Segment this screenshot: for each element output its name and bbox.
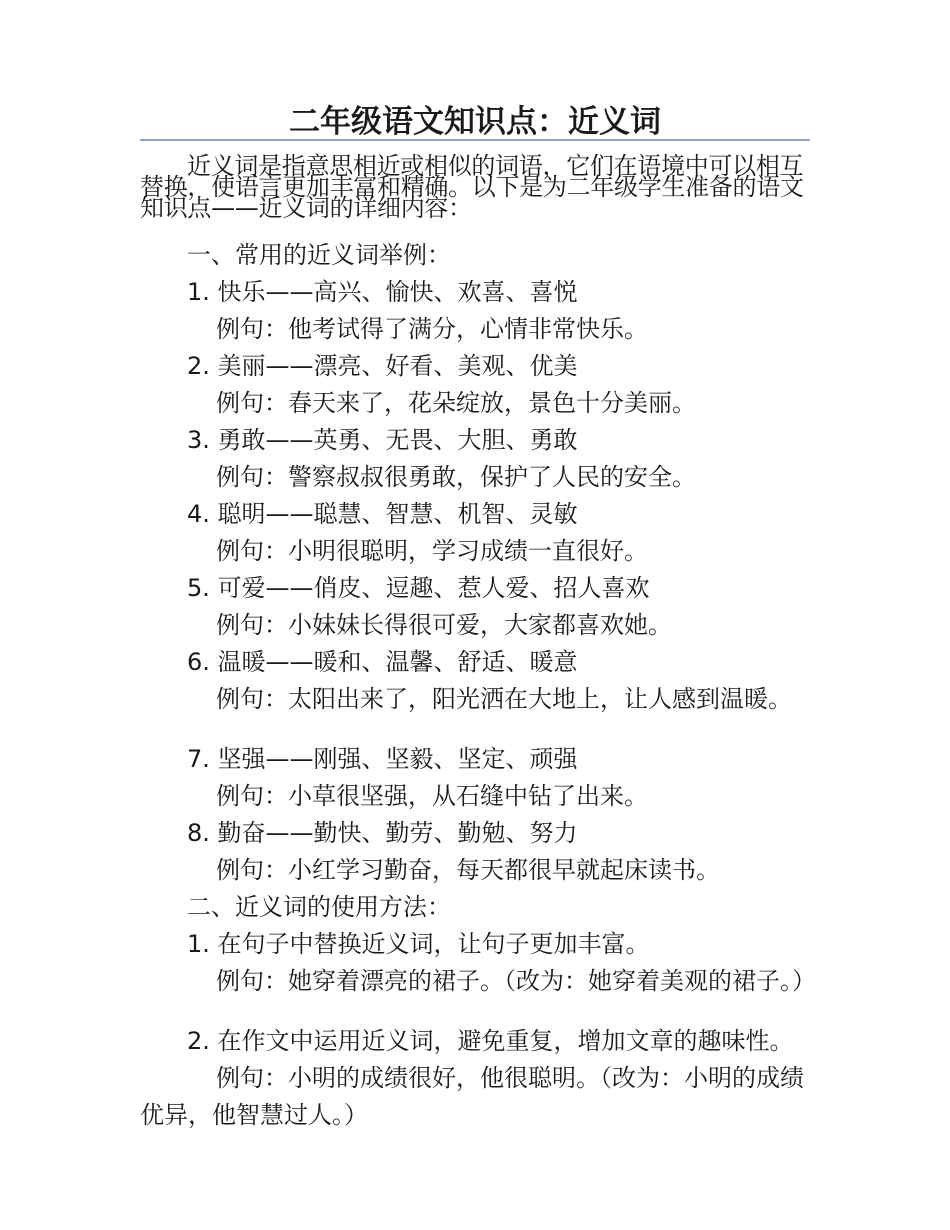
example-sentence: 例句：小妹妹长得很可爱，大家都喜欢她。 xyxy=(216,611,672,639)
example-sentence: 例句：警察叔叔很勇敢，保护了人民的安全。 xyxy=(216,463,696,491)
intro-paragraph: 近义词是指意思相近或相似的词语，它们在语境中可以相互替换，使语言更加丰富和精确。以下是为二年级学生准备的语文知识点——近义词的详细内容： xyxy=(140,152,804,222)
title-underline xyxy=(140,139,810,141)
synonym-item: 2. 美丽——漂亮、好看、美观、优美 xyxy=(187,352,578,380)
usage-method: 2. 在作文中运用近义词，避免重复，增加文章的趣味性。 xyxy=(187,1027,794,1055)
example-sentence: 例句：太阳出来了，阳光洒在大地上，让人感到温暖。 xyxy=(216,685,792,713)
example-sentence: 例句：她穿着漂亮的裙子。（改为：她穿着美观的裙子。） xyxy=(216,967,816,995)
synonym-item: 5. 可爱——俏皮、逗趣、惹人爱、招人喜欢 xyxy=(187,574,650,602)
section-heading: 二、近义词的使用方法： xyxy=(187,893,451,921)
synonym-item: 8. 勤奋——勤快、勤劳、勤勉、努力 xyxy=(187,819,578,847)
example-sentence: 例句：小红学习勤奋，每天都很早就起床读书。 xyxy=(216,856,720,884)
page-title: 二年级语文知识点：近义词 xyxy=(289,104,661,140)
synonym-item: 6. 温暖——暖和、温馨、舒适、暖意 xyxy=(187,648,578,676)
usage-method: 1. 在句子中替换近义词，让句子更加丰富。 xyxy=(187,930,650,958)
example-sentence: 例句：他考试得了满分，心情非常快乐。 xyxy=(216,315,648,343)
example-sentence: 例句：小明很聪明，学习成绩一直很好。 xyxy=(216,537,648,565)
example-sentence: 例句：春天来了，花朵绽放，景色十分美丽。 xyxy=(216,389,696,417)
example-sentence: 例句：小明的成绩很好，他很聪明。（改为：小明的成绩优异，他智慧过人。） xyxy=(140,1064,804,1129)
synonym-item: 3. 勇敢——英勇、无畏、大胆、勇敢 xyxy=(187,426,578,454)
section-heading: 一、常用的近义词举例： xyxy=(187,241,451,269)
example-sentence: 例句：小草很坚强，从石缝中钻了出来。 xyxy=(216,782,648,810)
synonym-item: 4. 聪明——聪慧、智慧、机智、灵敏 xyxy=(187,500,578,528)
synonym-item: 1. 快乐——高兴、愉快、欢喜、喜悦 xyxy=(187,278,578,306)
synonym-item: 7. 坚强——刚强、坚毅、坚定、顽强 xyxy=(187,745,578,773)
